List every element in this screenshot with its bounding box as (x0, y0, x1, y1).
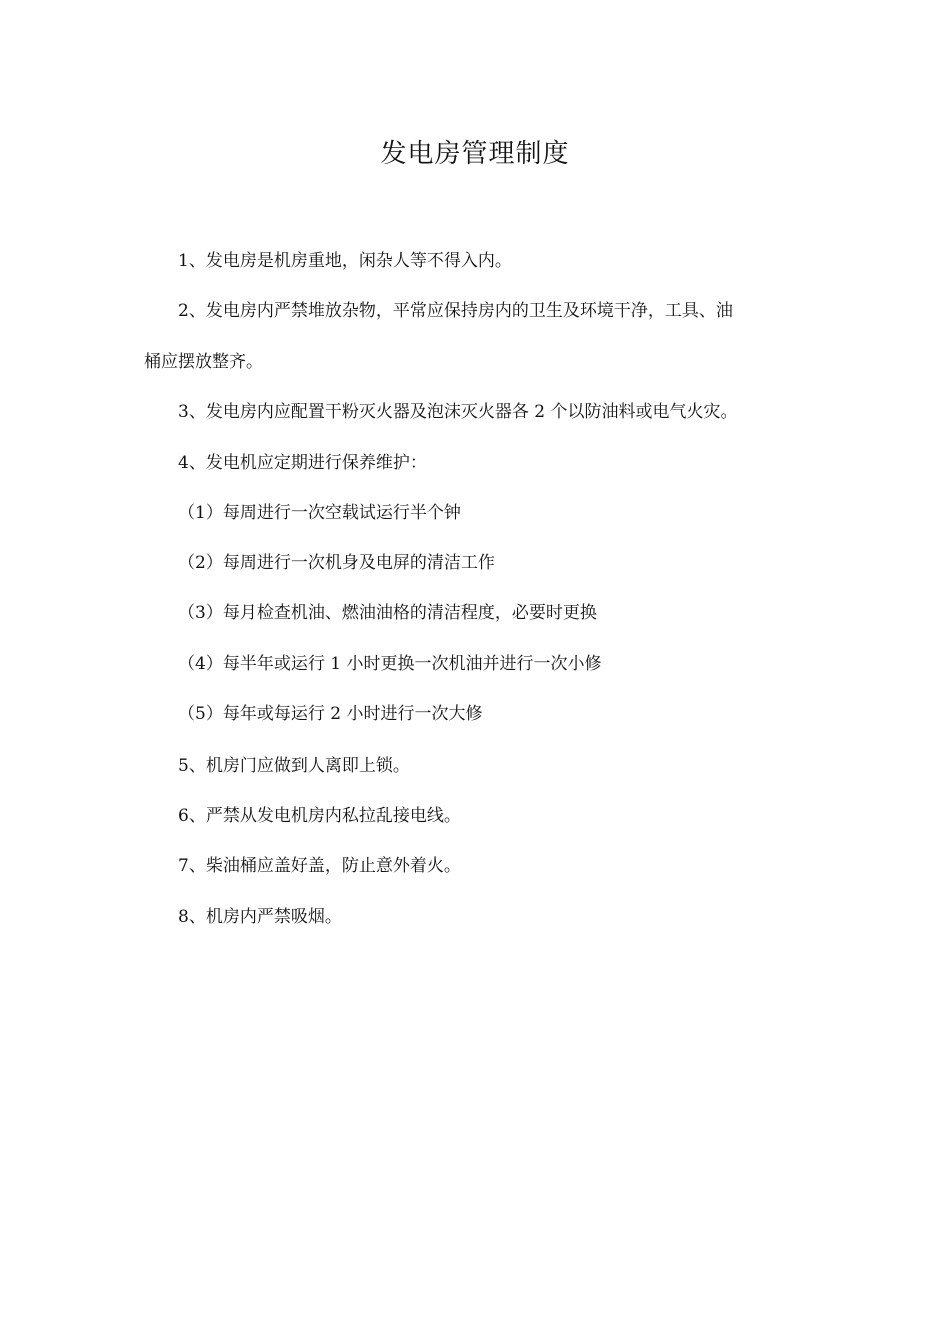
maintenance-item-1: （1）每周进行一次空载试运行半个钟 (178, 503, 461, 523)
maintenance-item-5: （5）每年或每运行 2 小时进行一次大修 (178, 704, 483, 724)
rule-7: 7、柴油桶应盖好盖，防止意外着火。 (178, 856, 461, 876)
rule-4: 4、发电机应定期进行保养维护： (178, 453, 427, 473)
rule-2-line-1: 2、发电房内严禁堆放杂物，平常应保持房内的卫生及环境干净，工具、油 (178, 301, 733, 321)
maintenance-item-4: （4）每半年或运行 1 小时更换一次机油并进行一次小修 (178, 654, 602, 674)
rule-2-line-2: 桶应摆放整齐。 (144, 352, 263, 372)
rule-6: 6、严禁从发电机房内私拉乱接电线。 (178, 806, 461, 826)
maintenance-item-3: （3）每月检查机油、燃油油格的清洁程度，必要时更换 (178, 603, 597, 623)
rule-8: 8、机房内严禁吸烟。 (178, 907, 342, 927)
document-title: 发电房管理制度 (380, 139, 570, 169)
rule-3: 3、发电房内应配置干粉灭火器及泡沫灭火器各 2 个以防油料或电气火灾。 (178, 402, 738, 422)
maintenance-item-2: （2）每周进行一次机身及电屏的清洁工作 (178, 553, 495, 573)
rule-5: 5、机房门应做到人离即上锁。 (178, 756, 410, 776)
rule-1: 1、发电房是机房重地，闲杂人等不得入内。 (178, 251, 512, 271)
